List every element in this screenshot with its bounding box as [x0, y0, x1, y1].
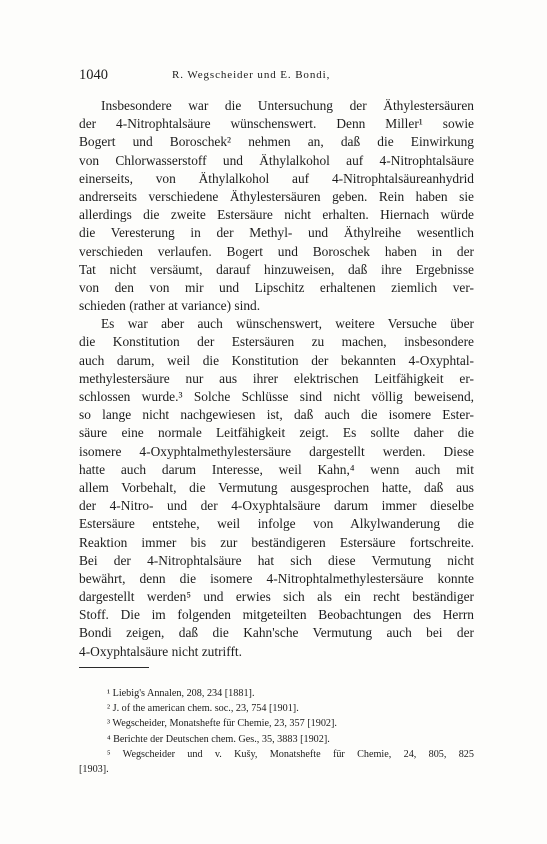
text-line: Bondi zeigen, daß die Kahn'sche Vermutung auch bei der — [79, 625, 474, 641]
footnote-4: ⁴ Berichte der Deutschen chem. Ges., 35, 3883 [1902]. — [107, 733, 330, 745]
text-line: bewährt, denn die isomere 4-Nitrophtalmethylestersäure konnte — [79, 570, 474, 586]
text-line: Tat nicht versäumt, darauf hinzuweisen, daß ihre Ergebnisse — [79, 261, 474, 277]
text-line: auch darum, weil die Konstitution der bekannten 4-Oxyphtal- — [79, 352, 474, 368]
text-line: einerseits, von Äthylalkohol auf 4-Nitrophtalsäureanhydrid — [79, 170, 474, 186]
text-line: dargestellt werden⁵ und erwies sich als ein recht beständiger — [79, 589, 474, 605]
text-line: der 4-Nitro- und der 4-Oxyphtalsäure darum immer dieselbe — [79, 498, 474, 514]
text-line: hatte auch darum Interesse, weil Kahn,⁴ wenn auch mit — [79, 461, 474, 477]
footnote-5: ⁵ Wegscheider und v. Kušy, Monatshefte für Chemie, 24, 805, 825 — [107, 748, 474, 760]
text-line: die Konstitution der Estersäuren zu machen, insbesondere — [79, 334, 474, 350]
text-line: methylestersäure nur aus ihrer elektrischen Leitfähigkeit er- — [79, 370, 474, 386]
text-line: schieden (rather at variance) sind. — [79, 298, 261, 314]
text-line: Es war aber auch wünschenswert, weitere Versuche über — [101, 316, 474, 332]
footnote-2: ² J. of the american chem. soc., 23, 754 [1901]. — [107, 703, 299, 715]
text-line: Reaktion immer bis zur beständigeren Estersäure fortschreite. — [79, 534, 474, 550]
text-line: andrerseits verschiedene Äthylestersäuren geben. Rein haben sie — [79, 188, 474, 204]
footnote-divider — [79, 667, 149, 668]
text-line: Bei der 4-Nitrophtalsäure hat sich diese Vermutung nicht — [79, 552, 474, 568]
text-line: Insbesondere war die Untersuchung der Äthylestersäuren — [101, 98, 474, 113]
page-number: 1040 — [79, 67, 108, 83]
text-line: schlossen wurde.³ Solche Schlüsse sind nicht völlig beweisend, — [79, 389, 474, 404]
text-line: Bogert und Boroschek² nehmen an, daß die Einwirkung — [79, 134, 474, 150]
paragraph-2 — [79, 315, 474, 661]
text-line: säure eine normale Leitfähigkeit zeigt. Es sollte daher die — [79, 425, 474, 441]
text-line: Estersäure entstehe, weil infolge von Alkylwanderung die — [79, 516, 474, 532]
text-line: von Chlorwasserstoff und Äthylalkohol auf 4-Nitrophtalsäure — [79, 152, 474, 168]
text-line: allem Vorbehalt, die Vermutung ausgesprochen hatte, daß aus — [79, 479, 474, 495]
footnote-1: ¹ Liebig's Annalen, 208, 234 [1881]. — [107, 688, 255, 699]
text-line: der 4-Nitrophtalsäure wünschenswert. Denn Miller¹ sowie — [79, 116, 474, 132]
text-line: allerdings die zweite Estersäure nicht erhalten. Hiernach würde — [79, 207, 474, 223]
text-line: von den von mir und Lipschitz erhaltenen ziemlich ver- — [79, 279, 474, 295]
paragraph-1 — [79, 97, 474, 315]
footnote-3: ³ Wegscheider, Monatshefte für Chemie, 23, 357 [1902]. — [107, 718, 337, 730]
footnotes — [79, 686, 474, 777]
body-text — [79, 97, 474, 661]
text-line: verschieden verlaufen. Bogert und Boroschek haben in der — [79, 243, 474, 259]
page-header — [79, 67, 474, 83]
running-head: R. Wegscheider und E. Bondi, — [172, 69, 331, 81]
footnote-5-continuation: [1903]. — [79, 763, 109, 775]
text-line: isomere 4-Oxyphtalmethylestersäure dargestellt werden. Diese — [79, 443, 474, 459]
text-line: so lange nicht nachgewiesen ist, daß auch die isomere Ester- — [79, 407, 474, 423]
text-line: Stoff. Die im folgenden mitgeteilten Beobachtungen des Herrn — [79, 607, 474, 623]
text-line: 4-Oxyphtalsäure nicht zutrifft. — [79, 643, 242, 659]
text-line: die Veresterung in der Methyl- und Äthylreihe wesentlich — [79, 225, 474, 241]
